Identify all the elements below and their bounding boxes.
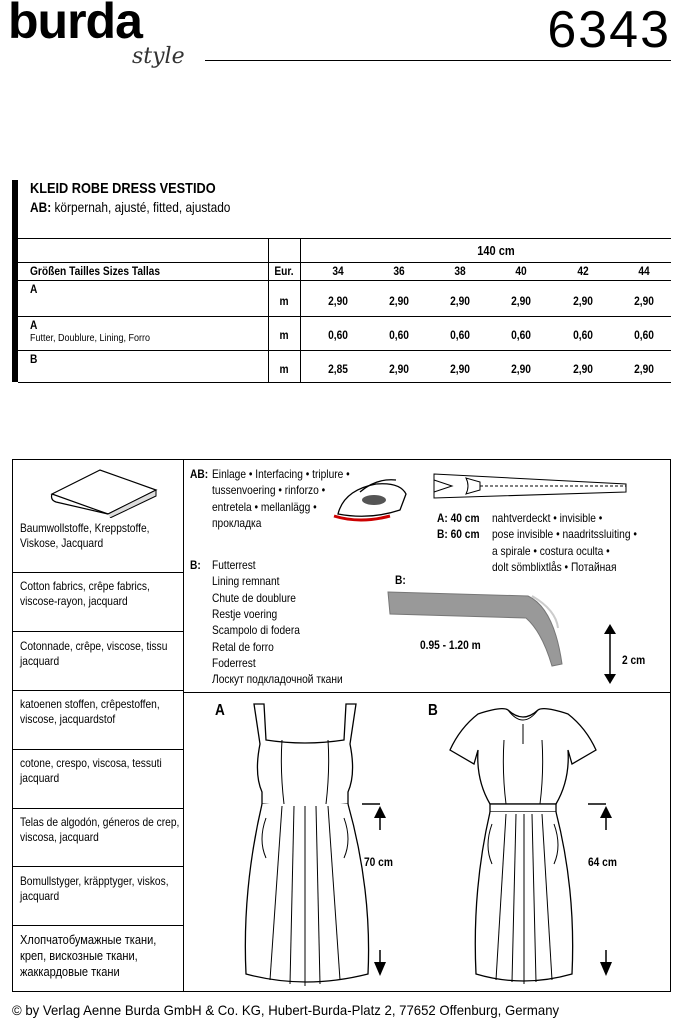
- table-cell: 0,60: [634, 328, 654, 342]
- tape-label: B:: [395, 573, 406, 587]
- table-cell: 2,90: [573, 362, 593, 376]
- size-cell: 36: [393, 264, 405, 278]
- table-cell: 2,90: [450, 362, 470, 376]
- bias-tape-icon: [386, 588, 586, 670]
- row-unit: m: [279, 362, 289, 376]
- interfacing-line: tussenvoering • rinforzo •: [212, 483, 326, 497]
- fabric-de: Baumwollstoffe, Kreppstoffe, Viskose, Jacquard: [20, 521, 150, 550]
- fabric-divider: [12, 631, 183, 632]
- iron-icon: [330, 470, 412, 522]
- fabric-en: Cotton fabrics, crêpe fabrics, viscose-rayon, jacquard: [20, 579, 150, 608]
- eur-label: Eur.: [274, 264, 294, 278]
- interfacing-label: AB:: [190, 467, 209, 481]
- table-cell: 0,60: [511, 328, 531, 342]
- dress-b-illustration: [448, 700, 598, 990]
- fabric-it: cotone, crespo, viscosa, tessuti jacquard: [20, 756, 162, 785]
- zip-line: nahtverdeckt • invisible •: [492, 511, 603, 525]
- length-a: 70 cm: [364, 855, 393, 869]
- lining-line: Futterrest: [212, 558, 256, 572]
- fabric-nl: katoenen stoffen, crêpestoffen, viscose, jacquardstof: [20, 697, 160, 726]
- table-cell: 2,85: [328, 362, 348, 376]
- table-cell: 0,60: [450, 328, 470, 342]
- lining-line: Retal de forro: [212, 640, 274, 654]
- pattern-number: 6343: [547, 1, 671, 59]
- row-sublabel: Futter, Doublure, Lining, Forro: [30, 333, 151, 344]
- copyright-footer: © by Verlag Aenne Burda GmbH & Co. KG, Hubert-Burda-Platz 2, 77652 Offenburg, Germany: [12, 1002, 560, 1018]
- row-unit: m: [279, 328, 289, 342]
- table-divider: [300, 238, 301, 382]
- zip-line: dolt sömblixtlås • Потайная: [492, 560, 617, 574]
- fabric-divider: [12, 572, 183, 573]
- fabric-divider: [12, 866, 183, 867]
- row-label: B: [30, 352, 38, 366]
- header-rule: [205, 60, 671, 61]
- table-cell: 2,90: [328, 294, 348, 308]
- box-divider: [183, 692, 670, 693]
- fabric-roll-icon: [48, 466, 160, 518]
- length-arrow-a-icon: [360, 800, 390, 980]
- row-label: A: [30, 282, 38, 296]
- table-cell: 0,60: [573, 328, 593, 342]
- sizes-label: Größen Tailles Sizes Tallas: [30, 264, 161, 278]
- tape-width: 2 cm: [622, 653, 646, 667]
- view-b-label: B: [428, 702, 438, 719]
- table-cell: 2,90: [573, 294, 593, 308]
- table-divider: [268, 238, 269, 382]
- tape-length: 0.95 - 1.20 m: [420, 638, 481, 652]
- size-cell: 34: [332, 264, 344, 278]
- fabric-sv: Bomullstyger, kräpptyger, viskos, jacquard: [20, 874, 169, 903]
- size-cell: 42: [577, 264, 589, 278]
- zip-line: a spirale • costura oculta •: [492, 544, 610, 558]
- table-cell: 2,90: [511, 362, 531, 376]
- lining-line: Scampolo di fodera: [212, 623, 300, 637]
- table-cell: 0,60: [389, 328, 409, 342]
- lining-label: B:: [190, 558, 201, 572]
- table-rule: [18, 316, 671, 317]
- length-b: 64 cm: [588, 855, 617, 869]
- fabric-divider: [12, 925, 183, 926]
- table-cell: 2,90: [389, 294, 409, 308]
- row-unit: m: [279, 294, 289, 308]
- brand-logo: burda: [8, 0, 142, 49]
- interfacing-line: entretela • mellanlägg •: [212, 500, 317, 514]
- zip-line: pose invisible • naadritssluiting •: [492, 527, 637, 541]
- size-cell: 40: [515, 264, 527, 278]
- interfacing-line: Einlage • Interfacing • triplure •: [212, 467, 350, 481]
- subtitle-label: AB:: [30, 199, 52, 215]
- page-subtitle: [30, 199, 230, 215]
- zipper-icon: [430, 470, 630, 502]
- zip-length-a: A: 40 cm: [437, 511, 480, 525]
- zip-length-b: B: 60 cm: [437, 527, 480, 541]
- subtitle-text: körpernah, ajusté, fitted, ajustado: [51, 199, 231, 215]
- lining-line: Lining remnant: [212, 574, 280, 588]
- fabric-ru: Хлопчатобумажные ткани, креп, вискозные ткани, жаккардовые ткани: [20, 932, 157, 979]
- lining-line: Foderrest: [212, 656, 256, 670]
- lining-line: Chute de doublure: [212, 591, 296, 605]
- lining-line: Restje voering: [212, 607, 278, 621]
- row-label: A: [30, 318, 38, 332]
- table-cell: 2,90: [634, 294, 654, 308]
- table-rule: [18, 280, 671, 281]
- page-title: KLEID ROBE DRESS VESTIDO: [30, 180, 216, 197]
- length-arrow-b-icon: [586, 800, 616, 980]
- table-cell: 2,90: [634, 362, 654, 376]
- table-cell: 2,90: [450, 294, 470, 308]
- fabric-divider: [12, 808, 183, 809]
- table-cell: 2,90: [511, 294, 531, 308]
- table-rule: [18, 382, 671, 383]
- tape-width-arrow-icon: [600, 622, 620, 686]
- fabric-width: 140 cm: [477, 243, 515, 258]
- interfacing-line: прокладка: [212, 516, 262, 530]
- fabric-es: Telas de algodón, géneros de crep, viscosa, jacquard: [20, 815, 180, 844]
- fabric-fr: Cotonnade, crêpe, viscose, tissu jacquard: [20, 639, 168, 668]
- table-rule: [18, 350, 671, 351]
- title-bar: [12, 180, 18, 382]
- size-cell: 44: [638, 264, 650, 278]
- table-rule: [18, 262, 671, 263]
- view-a-label: A: [215, 702, 225, 719]
- box-divider: [183, 460, 184, 991]
- fabric-divider: [12, 749, 183, 750]
- table-cell: 2,90: [389, 362, 409, 376]
- lining-line: Лоскут подкладочной ткани: [212, 672, 343, 686]
- table-rule: [18, 238, 671, 239]
- table-cell: 0,60: [328, 328, 348, 342]
- brand-sub-logo: style: [132, 44, 185, 69]
- size-cell: 38: [454, 264, 466, 278]
- fabric-divider: [12, 690, 183, 691]
